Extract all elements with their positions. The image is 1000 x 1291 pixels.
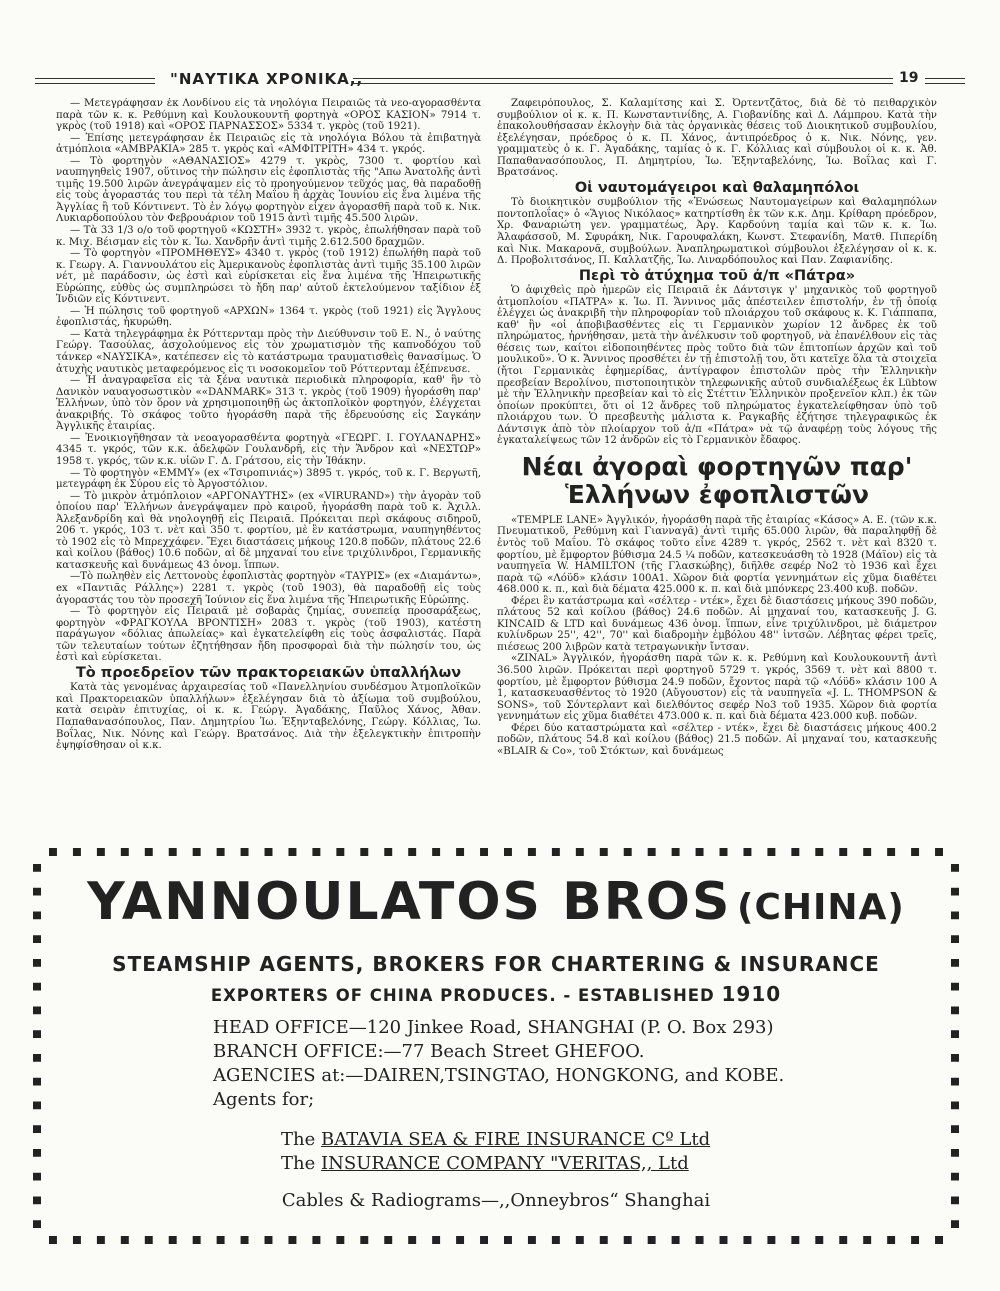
page-header [35, 70, 965, 88]
header-rule-right [925, 78, 965, 84]
magazine-title: "ΝΑΥΤΙΚΑ ΧΡΟΝΙΚΑ,, [170, 70, 364, 88]
ad-agencies-label: AGENCIES at:— [213, 1065, 364, 1086]
section-paragraph: Φέρει δύο καταστρώματα καὶ «σέλτερ - ντέκ», ἔχει δὲ διαστάσεις μήκους 400.2 ποδῶν, πλάτους 54.8 καὶ κοίλου (βάθος) 21.5 ποδῶν. Αἱ μηχαναί του, κατασκευῆς «BLAIR & Co», τοῦ Στόκτων, καὶ δυνάμεως [497, 722, 937, 757]
ad-insurance-prefix: The [281, 1153, 316, 1174]
advertisement-box [33, 848, 959, 1244]
news-paragraph: — Ἐνοικιογῆθησαν τὰ νεοαγορασθέντα φορτηγὰ «ΓΕΩΡΓ. Ι. ΓΟΥΛΑΝΔΡΗΣ» 4345 τ. γκρός, τῶν κ.κ. ἀδελφῶν Γουλανδρῆ, εἰς τὴν Ἄνδρον καὶ «ΝΕΣΤΩΡ» 1958 τ. γκρός, τῶν κ.κ. υἱῶν Γ. Δ. Γράτσου, εἰς τὴν Ἰθάκην. [56, 432, 481, 467]
ad-insurance-name: BATAVIA SEA & FIRE INSURANCE Cº Ltd [321, 1129, 711, 1150]
ad-company-name [41, 872, 951, 932]
ad-head-office [213, 1016, 784, 1040]
section-paragraph: Φέρει ἓν κατάστρωμα καὶ «σέλτερ - ντέκ», ἔχει δὲ διαστάσεις μήκους 390 ποδῶν, πλάτους 52 καὶ κοίλου (βάθος) 24.6 ποδῶν. Αἱ μηχαναί του, κατασκευῆς J. G. KINCAID & LTD καὶ δυνάμεως 436 ὀνομ. ἵππων, εἶνε τριχύλινδροι, μὲ διάμετρον κυλίνδρων 25'', 42'', 70'' καὶ διαδρομὴν ἐμβόλου 48'' ἰντσῶν. Λέβητας φέρει τρεῖς, πιέσεως 200 λιβρῶν κατὰ τετραγωνικὴν ἴντσαν. [497, 595, 937, 653]
news-paragraph: — Τὸ φορτηγὸν εἰς Πειραιᾶ μὲ σοβαρὰς ζημίας, συνεπείᾳ προσαράξεως, φορτηγὸν «ΦΡΑΓΚΟΥΛΑ ΒΡΟΝΤΙΣΗ» 2083 τ. γκρὸς (τοῦ 1903), κατέστη παράγωγον «δόλιας ἀπωλείας» καὶ ἐγκατελείφθη εἰς τοὺς ἀσφαλιστάς. Παρὰ τῶν τελευταίων τούτων ἐζητήθησαν ἤδη προσφοραὶ διὰ τὴν πώλησίν του, ὡς ἐστὶ καὶ εὑρίσκεται. [56, 606, 481, 664]
section-heading-patra: Περὶ τὸ ἀτύχημα τοῦ ἀ/π «Πάτρα» [578, 267, 856, 284]
ad-company-small: (CHINA) [737, 887, 905, 928]
section-paragraph: Κατὰ τὰς γενομένας ἀρχαιρεσίας τοῦ «Πανελληνίου συνδέσμου Ἀτμοπλοϊκῶν καὶ Πρακτορειακῶν ὑπαλλήλων» ἐξελέγησαν διὰ τὸ ἀξίωμα τοῦ συμβούλου, κατὰ σειρὰν ἐπιτυχίας, οἱ κ. κ. Γεώργ. Ἀγαδάκης, Παῦλος Χάνος, Ἀθαν. Παπαθανασόπουλος, Παν. Δημητρίου Ἰω. Ἐξηνταβελόνης, Γεώργ. Κόλλιας, Ἰω. Βοΐλας, Νικ. Νόνης καὶ Γεώργ. Βρατσάνος. Διὰ τὴν ἐξελεγκτικὴν ἐπιτροπὴν ἐψηφίσθησαν οἱ κ.κ. [56, 682, 481, 752]
section-paragraph: Τὸ διοικητικὸν συμβούλιον τῆς «Ἑνώσεως Ναυτομαγείρων καὶ Θαλαμηπόλων ποντοπλοΐας» ὁ «Ἅγιος Νικόλαος» κατηρτίσθη ἐκ τῶν κ.κ. Δημ. Κρίθαρη πρόεδρον, Χρ. Φαναριώτη γεν. γραμματέως, Ἀργ. Καρδούνη ταμία καὶ τῶν κ. κ. Ἰω. Ἀλαφάσσοῦ, Μ. Σφυράκη, Νικ. Γαρουφαλάκη, Κωνστ. Στεφανίδη, Ματθ. Πιπερίδη καὶ Νικ. Μακαρονᾶ, συμβούλων. Ἀναπληρωματικοὶ σύμβουλοι ἐξελέγησαν οἱ κ. κ. Δ. Προβολιτσάνος, Π. Καλλατζῆς, Ἰω. Λιναρδόπουλος καὶ Παν. Ζαφιανίδης. [497, 197, 937, 267]
ad-offices [213, 1016, 784, 1112]
ad-exporters-line [41, 982, 951, 1006]
news-paragraph: — Τὸ φορτηγὸν «ΕΜΜΥ» (ex «Τσιροπινιάς») 3895 τ. γκρός, τοῦ κ. Γ. Βεργωτῆ, μετεγράφη ἐκ Σύρου εἰς τὸ Ἀργοστόλιον. [56, 467, 481, 491]
header-rule-left [35, 78, 155, 84]
news-paragraph: — Τὸ φορτηγὸν «ΑΘΑΝΑΣΙΟΣ» 4279 τ. γκρὸς, 7300 τ. φορτίου καὶ ναυπηγηθεὶς 1907, οὕτινος τὴν πώλησιν εἰς ἐφοπλιστὰς τῆς "Απω Ἀνατολῆς ἀντὶ τιμῆς 19.500 λιρῶν ἀνεγράψαμεν εἰς τὸ προηγούμενον τεῦχός μας, θὰ παραδοθῇ εἰς τοὺς ἀγοραστάς του περὶ τὰ τέλη Μαΐου ἢ ἀρχὰς Ἰουνίου εἰς ἕνα λιμένα τῆς Ἀγγλίας ἢ τοῦ Κόντινεντ. Τὸ ἐν λόγῳ φορτηγὸν εἶχεν ἀγορασθῆ παρὰ τοῦ κ. Νικ. Λυκιαρδοπούλου τὸν Φεβρουάριον τοῦ 1915 ἀντὶ τιμῆς 45.500 λιρῶν. [56, 155, 481, 225]
section-paragraph: «TEMPLE LANE» Ἀγγλικόν, ἠγοράσθη παρὰ τῆς ἑταιρίας «Κάσος» Α. Ε. (τῶν κ.κ. Πνευματικοῦ, Ρεθύμνη καὶ Γιανναγᾶ) ἀντὶ τιμῆς 65.000 λιρῶν, θὰ παραληφθῇ δὲ ἐντὸς τοῦ Μαΐου. Τὸ σκάφος τοῦτο εἶνε 4289 τ. γκρός, 2562 τ. νὲτ καὶ 8320 τ. φορτίου, μὲ ἔμφορτον βύθισμα 24.5 ¼ ποδῶν, κατεσκευάσθη τὸ 1928 (Μάϊον) εἰς τὰ ναυπηγεῖα W. HAMILTON (τῆς Γλασκώβης), διῆλθε σεφέρ No2 τὸ 1936 καὶ ἔχει παρὰ τῷ «Λόϋδ» κλάσιν 100A1. Χῶρον διὰ φορτία γεννημάτων εἰς χῦμα διαθέτει 468.000 κ. π., καὶ διὰ δέματα 425.000 κ. π. καὶ διὰ μπόνκερς 23.400 κυβ. ποδῶν. [497, 514, 937, 596]
news-paragraph: — Κατὰ τηλεγράφημα ἐκ Ρόττερνταμ πρὸς τὴν Διεύθυνσιν τοῦ Ε. Ν., ὁ ναύτης Γεώργ. Τασούλας, ἀσχολούμενος εἰς τὸν χρωματισμὸν τῆς καπνοδόχου τοῦ τάνκερ «ΝΑΥΣΙΚΑ», κατέπεσεν εἰς τὸ κατάστρωμα τραυματισθεὶς θανασίμως. Ὁ ἀτυχὴς ναυτικὸς μεταφερόμενος εἰς τι νοσοκομεῖον τοῦ Ρόττερνταμ ἐξέπνευσε. [56, 328, 481, 375]
ad-insurance-veritas [281, 1152, 710, 1176]
ad-services-line: STEAMSHIP AGENTS, BROKERS FOR CHARTERING & INSURANCE [112, 952, 880, 976]
ad-exporters-text: EXPORTERS OF CHINA PRODUCES. - ESTABLISHED [210, 986, 715, 1005]
ad-head-office-value: 120 Jinkee Road, SHANGHAI (P. O. Box 293) [366, 1017, 774, 1038]
ad-insurance-prefix: The [281, 1129, 316, 1150]
ad-branch-office-value: 77 Beach Street GHEFOO. [401, 1041, 645, 1062]
ad-head-office-label: HEAD OFFICE— [213, 1017, 367, 1038]
news-paragraph: — Τὸ μικρὸν ἀτμόπλοιον «ΑΡΓΟΝΑΥΤΗΣ» (ex «VIRURAND») τὴν ἀγορὰν τοῦ ὁποίου παρ' Ἑλλήνων ἀνεγράψαμεν πρὸ καιροῦ, ἠγοράσθη παρὰ τοῦ κ. Ἀχιλλ. Ἀλεξανδρίδη καὶ θὰ νηολογηθῇ εἰς Πειραιᾶ. Πρόκειται περὶ σκάφους σιδηροῦ, 206 τ. γκρός, 103 τ. νὲτ καὶ 350 τ. φορτίου, μὲ ἓν κατάστρωμα, ναυπηγηθέντος τὸ 1902 εἰς τὸ Μπρεχχάφεν. Ἔχει διαστάσεις μήκους 120.8 ποδῶν, πλάτους 22.6 καὶ κοίλου (βάθος) 10.6 ποδῶν, αἱ δὲ μηχαναί του εἶνε τριχύλινδροι, Γερμανικῆς κατασκευῆς καὶ δυνάμεως 43 ὀνομ. ἵππων. [56, 490, 481, 571]
ad-insurance-name: INSURANCE COMPANY "VERITAS,, Ltd [321, 1153, 689, 1174]
ad-branch-office [213, 1040, 784, 1064]
news-paragraph: — Τὰ 33 1/3 ο/ο τοῦ φορτηγοῦ «ΚΩΣΤΗ» 3932 τ. γκρὸς, ἐπωλήθησαν παρὰ τοῦ κ. Μιχ. Βέισμαν εἰς τὸν κ. Ἰω. Χανδρῆν ἀντὶ τιμῆς 2.612.500 δραχμῶν. [56, 225, 481, 248]
section-paragraph: «ZINAL» Ἀγγλικόν, ἠγοράσθη παρὰ τῶν κ. κ. Ρεθύμνη καὶ Κουλουκουντῆ ἀντὶ 36.500 λιρῶν. Πρόκειται περὶ φορτηγοῦ 5729 τ. γκρός, 3569 τ. νὲτ καὶ 8800 τ. φορτίου, μὲ ἔμφορτον βύθισμα 24.9 ποδῶν, ἔχοντος παρὰ τῷ «Λόϋδ» κλάσιν 100 A 1, κατασκευασθέντος τὸ 1920 (Αὔγουστον) εἰς τὰ ναυπηγεῖα «J. L. THOMPSON & SONS», τοῦ Σόντερλαντ καὶ διελθόντος σεφέρ No3 τοῦ 1935. Χῶρον διὰ φορτία γεννημάτων εἰς χῦμα διαθέτει 473.000 κ. π. καὶ διὰ δέματα 423.000 κυβ. ποδῶν. [497, 653, 937, 723]
news-paragraph: Ζαφειρόπουλος, Σ. Καλαμίτσης καὶ Σ. Ὀρτεντζᾶτος, διὰ δὲ τὸ πειθαρχικὸν συμβούλιον οἱ κ. κ. Π. Κωνσταντινίδης, Α. Γιοβανίδης καὶ Δ. Λάμπρου. Κατὰ τὴν ἐπακολουθήσασαν ἐκλογὴν διὰ τὰς ὀργανικὰς θέσεις τοῦ Διοικητικοῦ συμβουλίου, ἐξελέγησαν, πρόεδρος ὁ κ. Π. Χάνος, ἀντιπρόεδρος ὁ κ. Νικ. Νόνης, γεν. γραμματεὺς ὁ κ. Γ. Ἀγαδάκης, ταμίας ὁ κ. Γ. Κόλλιας καὶ σύμβουλοι οἱ κ. κ. Ἀθ. Παπαθανασόπουλος, Π. Δημητρίου, Ἰω. Ἐξηνταβελόνης, Ἰω. Βοΐλας καὶ Γ. Βρατσάνος. [497, 98, 937, 179]
news-paragraph: — Μετεγράφησαν ἐκ Λονδίνου εἰς τὰ νηολόγια Πειραιῶς τὰ νεο-αγορασθέντα παρὰ τῶν κ. κ. Ρεθύμνη καὶ Κουλουκουντῆ φορτηγὰ «ΟΡΟΣ ΚΑΣΙΟΝ» 7914 τ. γκρὸς (τοῦ 1918) καὶ «ΟΡΟΣ ΠΑΡΝΑΣΣΟΣ» 5334 τ. γκρὸς (τοῦ 1921). [56, 98, 481, 133]
section-heading-purchases: Νέαι ἀγοραὶ φορτηγῶν παρ' Ἑλλήνων ἐφοπλιστῶν [521, 451, 913, 509]
news-paragraph: — Ἐπίσης μετεγράφησαν ἐκ Πειραιῶς εἰς τὰ νηολόγια Βόλου τὰ ἐπιβατηγὰ ἀτμόπλοια «ΑΜΒΡΑΚΙΑ» 285 τ. γκρὸς καὶ «ΑΜΦΙΤΡΙΤΗ» 434 τ. γκρός. [56, 132, 481, 156]
news-paragraph: — Ἡ ἀναγραφεῖσα εἰς τὰ ξένα ναυτικὰ περιοδικὰ πληροφορία, καθ' ἣν τὸ Δανικὸν ναυαγοσωστικὸν ««DANMARK» 313 τ. γκρὸς (τοῦ 1909) ἠγοράσθη παρ' Ἑλλήνων, ὑπὸ τὸν ὅρον νὰ χρησιμοποιηθῇ ὡς ἀκτοπλοϊκὸν φορτηγόν, ἐλέγχεται ἀνακριβής. Τὸ σκάφος τοῦτο ἠγοράσθη παρὰ τῆς ἑδρευούσης εἰς Σαγκάην Ἀγγλικῆς ἑταιρίας. [56, 375, 481, 433]
section-paragraph: Ὁ ἀφιχθεὶς πρὸ ἡμερῶν εἰς Πειραιᾶ ἐκ Δάντσιγκ γ' μηχανικὸς τοῦ φορτηγοῦ ἀτμοπλοίου «ΠΑΤΡΑ» κ. Ἰω. Π. Ἄννινος μᾶς ἀπέστειλεν ἐπιστολήν, ἐν τῇ ὁποίᾳ ἐλέγχει ὡς ἀνακριβῆ τὴν πληροφορίαν τοῦ πλοιάρχου τοῦ σκάφους κ. Κ. Γιάππαπα, καθ' ἣν «οἱ ἀποβιβασθέντες εἰς τι Γερμανικὸν χωρίον 12 ἄνδρες ἐκ τοῦ πληρώματος, ἠρνήθησαν, μετὰ τὴν ἀνέλκυσιν τοῦ φορτηγοῦ, νὰ ἐπανέλθουν εἰς τὰς θέσεις των, καίτοι εἰδοποιηθέντες πρὸς τοῦτο διὰ τῶν ἐπιτοπίων ἀρχῶν καὶ τοῦ μουλικοῦ». Ὁ κ. Ἄννινος προσθέτει ἐν τῇ ἐπιστολῇ του, ὅτι κατεῖχε ὅλα τὰ στοιχεῖα (ἤτοι Γερμανικὰς ἐφημερίδας, ἀντίγραφον ἐπιστολῶν πρὸς τὴν Ἑλληνικὴν πρεσβείαν Βερολίνου, πιστοποιητικὸν τηλεφωνικῆς αὐτοῦ συνδιαλέξεως ἐκ Lübtow μὲ τὴν Ἑλληνικὴν πρεσβείαν καὶ τὸ εἰς Στέττιν Ἑλληνικὸν προξενεῖον κλπ.) ἐκ τῶν ὁποίων προκύπτει, ὅτι οἱ 12 ἄνδρες τοῦ πληρώματος ἐγκατελείφθησαν ὑπὸ τοῦ πλοιάρχου των. Ὁ πρεσβευτὴς μάλιστα κ. Ραγκαβῆς ἐζήτησε τηλεγραφικῶς ἐκ Δάντσιγκ ἀπὸ τὸν πλοίαρχον τοῦ ἀ/π «Πάτρα» νὰ τῷ ἀναφέρῃ τοὺς λόγους τῆς ἐγκαταλείψεως τῶν 12 ἀνδρῶν εἰς τὸ Γερμανικὸν ἔδαφος. [497, 285, 937, 447]
ad-branch-office-label: BRANCH OFFICE:— [213, 1041, 402, 1062]
ad-agencies [213, 1064, 784, 1088]
news-paragraph: — Ἡ πώλησις τοῦ φορτηγοῦ «ΑΡΧΩΝ» 1364 τ. γκρὸς (τοῦ 1921) εἰς Ἄγγλους ἐφοπλιστάς, ἠκυρώθη. [56, 305, 481, 329]
news-paragraph: —Τὸ πωληθὲν εἰς Λεττονοὺς ἐφοπλιστὰς φορτηγὸν «ΤΑΥΡΙΣ» (ex «Διαμάντω», ex «Παντιᾶς Ράλλης») 2281 τ. γκρὸς (τοῦ 1903), θὰ παραδοθῇ εἰς τοὺς ἀγοραστάς του τὸν προσεχῆ Ἰούνιον εἰς ἕνα λιμένα τῆς Ἠπειρωτικῆς Εὐρώπης. [56, 571, 481, 606]
section-heading-cooks: Οἱ ναυτομάγειροι καὶ θαλαμηπόλοι [574, 179, 860, 196]
ad-established-year: 1910 [721, 982, 782, 1006]
header-rule-middle [353, 78, 893, 84]
section-heading-clerks: Τὸ προεδρεῖον τῶν πρακτορειακῶν ὑπαλλήλων [75, 664, 462, 681]
ad-agents-for: Agents for; [213, 1089, 315, 1110]
ad-insurance-list [281, 1128, 710, 1176]
ad-insurance-batavia [281, 1128, 710, 1152]
right-column [497, 98, 937, 843]
page-number: 19 [899, 70, 919, 86]
news-paragraph: — Τὸ φορτηγὸν «ΠΡΟΜΗΘΕΥΣ» 4340 τ. γκρὸς (τοῦ 1912) ἐπωλήθη παρὰ τοῦ κ. Γεωργ. Α. Γιαννουλάτου εἰς Ἀμερικανοὺς ἐφοπλιστὰς ἀντὶ τιμῆς 35.100 λιρῶν νέτ, μὲ παράδοσιν, ὡς ἐστὶ καὶ εὑρίσκεται εἰς ἕνα λιμένα τῆς Ἠπειρωτικῆς Εὐρώπης, εὐθὺς ὡς συμπληρώσει τὸ ἤδη παρ' αὐτοῦ ἐκτελούμενον ταξίδιον ἐξ Ἰνδιῶν εἰς Κόντινεντ. [56, 248, 481, 306]
left-column [56, 98, 481, 843]
ad-cables-line: Cables & Radiograms—,,Onneybros“ Shanghai [281, 1190, 711, 1211]
ad-company-big: YANNOULATOS BROS [87, 872, 732, 932]
ad-agencies-value: DAIREN,TSINGTAO, HONGKONG, and KOBE. [363, 1065, 785, 1086]
